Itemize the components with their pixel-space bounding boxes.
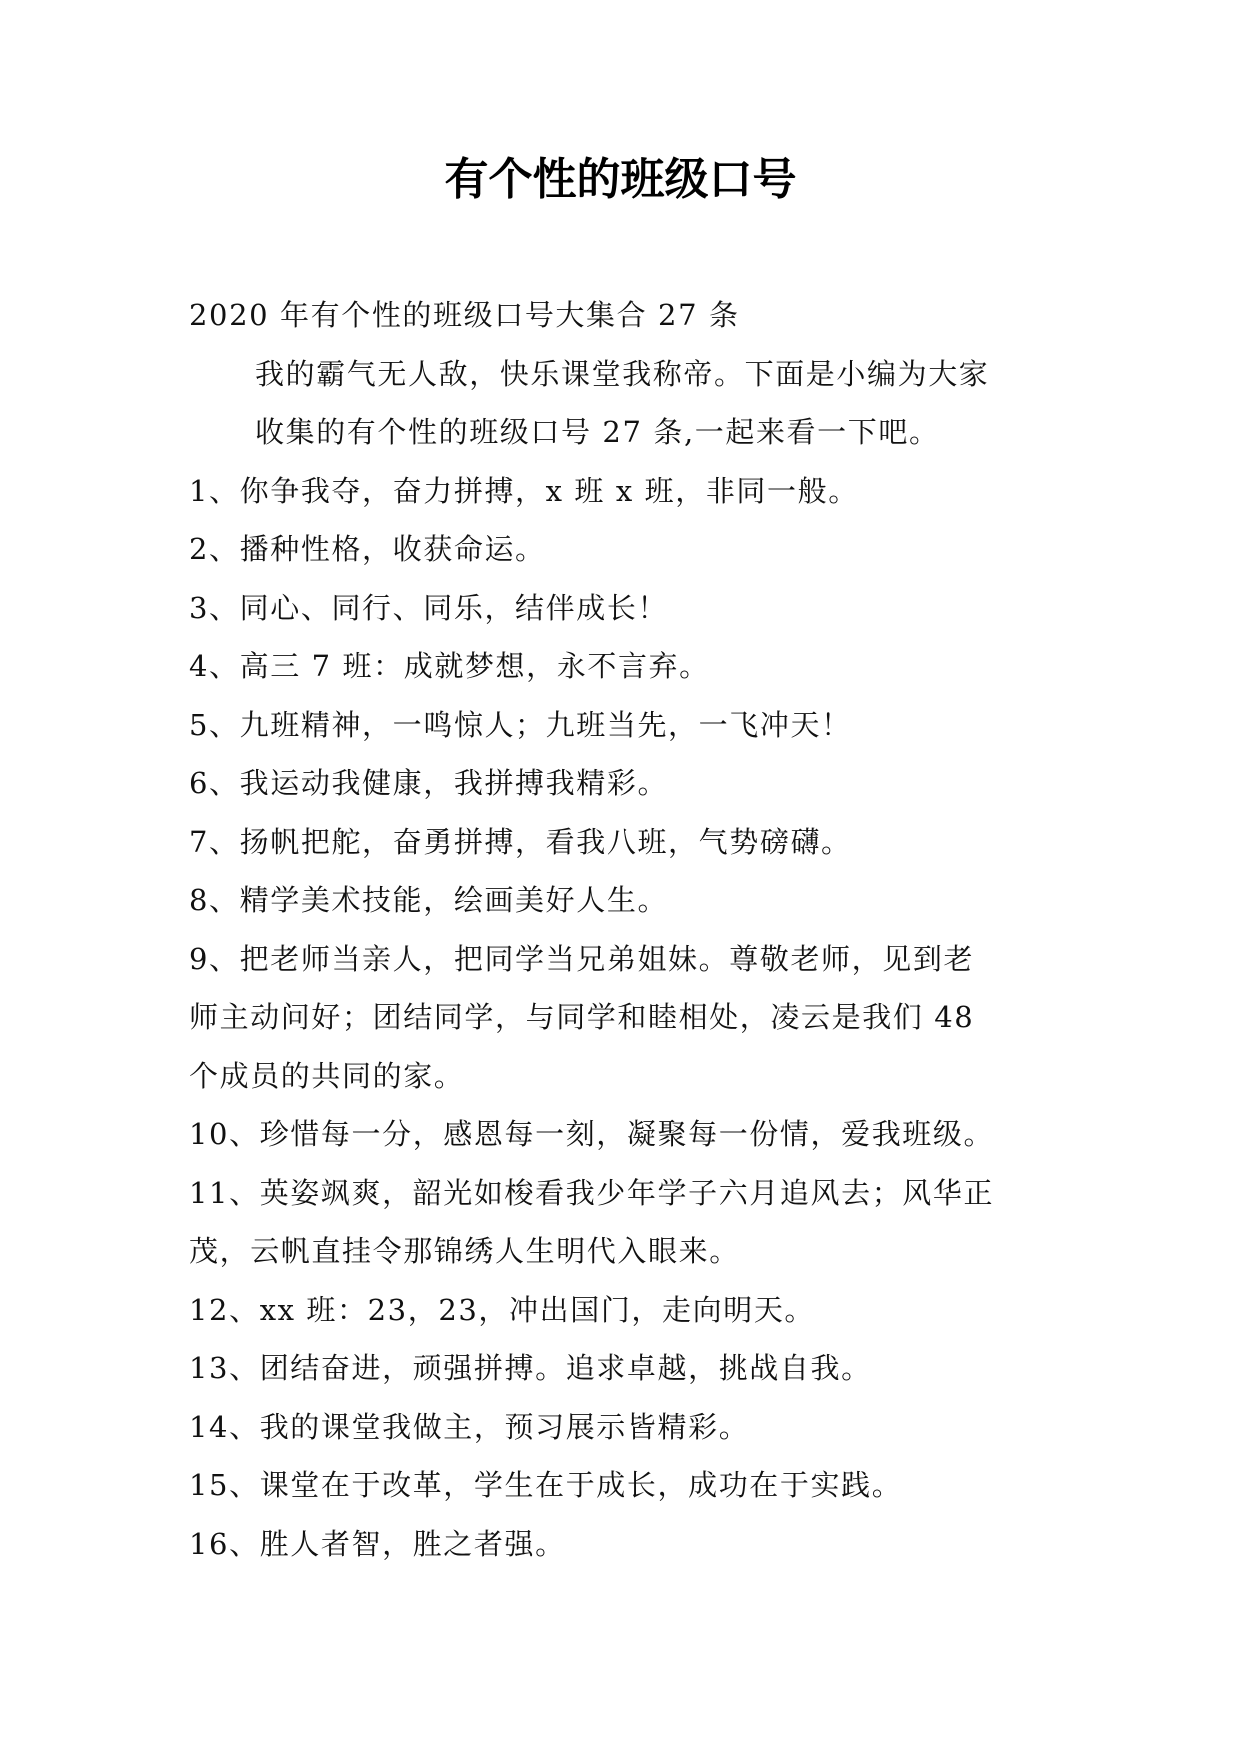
text-line: 9、把老师当亲人，把同学当兄弟姐妹。尊敬老师，见到老 xyxy=(189,941,975,976)
paragraph xyxy=(189,1456,1069,1515)
text-line: 14、我的课堂我做主，预习展示皆精彩。 xyxy=(189,1409,750,1444)
paragraph xyxy=(189,1398,1069,1457)
text-line: 10、珍惜每一分，感恩每一刻，凝聚每一份情，爱我班级。 xyxy=(189,1117,995,1151)
text-line: 5、九班精神，一鸣惊人；九班当先，一飞冲天！ xyxy=(189,707,852,742)
paragraph xyxy=(189,696,1069,755)
paragraph xyxy=(189,637,1069,696)
paragraph xyxy=(189,930,1069,1106)
paragraph xyxy=(189,345,1069,462)
text-line: 2、播种性格，收获命运。 xyxy=(189,532,546,566)
text-line: 1、你争我夺，奋力拼搏，x 班 x 班，非同一般。 xyxy=(189,473,859,508)
paragraph xyxy=(189,286,1069,345)
paragraph xyxy=(189,1281,1069,1340)
paragraph xyxy=(189,754,1069,813)
text-line: 16、胜人者智，胜之者强。 xyxy=(189,1526,566,1561)
text-line: 茂，云帆直挂令那锦绣人生明代入眼来。 xyxy=(189,1234,740,1268)
text-line: 12、xx 班：23，23，冲出国门，走向明天。 xyxy=(189,1292,816,1327)
text-line: 15、课堂在于改革，学生在于成长，成功在于实践。 xyxy=(189,1468,903,1502)
paragraph xyxy=(189,813,1069,872)
text-line: 个成员的共同的家。 xyxy=(189,1058,465,1093)
document-body xyxy=(189,286,1069,1573)
paragraph xyxy=(189,520,1069,579)
paragraph xyxy=(189,871,1069,930)
text-line: 8、精学美术技能，绘画美好人生。 xyxy=(189,883,669,917)
text-line: 收集的有个性的班级口号 27 条,一起来看一下吧。 xyxy=(255,415,940,449)
document-title: 有个性的班级口号 xyxy=(444,154,797,205)
paragraph xyxy=(189,1515,1069,1574)
paragraph xyxy=(189,1339,1069,1398)
text-line: 2020 年有个性的班级口号大集合 27 条 xyxy=(189,298,740,332)
text-line: 13、团结奋进，顽强拼搏。追求卓越，挑战自我。 xyxy=(189,1351,872,1385)
text-line: 4、高三 7 班：成就梦想，永不言弃。 xyxy=(189,649,710,683)
paragraph xyxy=(189,1105,1069,1164)
text-line: 7、扬帆把舵，奋勇拼搏，看我八班，气势磅礴。 xyxy=(189,824,852,859)
text-line: 3、同心、同行、同乐，结伴成长！ xyxy=(189,590,669,625)
text-line: 我的霸气无人敌，快乐课堂我称帝。下面是小编为大家 xyxy=(255,356,990,391)
paragraph xyxy=(189,462,1069,521)
text-line: 师主动问好；团结同学，与同学和睦相处，凌云是我们 48 xyxy=(189,1000,975,1034)
paragraph xyxy=(189,1164,1069,1281)
paragraph xyxy=(189,579,1069,638)
text-line: 6、我运动我健康，我拼搏我精彩。 xyxy=(189,766,669,800)
text-line: 11、英姿飒爽，韶光如梭看我少年学子六月追风去；风华正 xyxy=(189,1175,995,1210)
